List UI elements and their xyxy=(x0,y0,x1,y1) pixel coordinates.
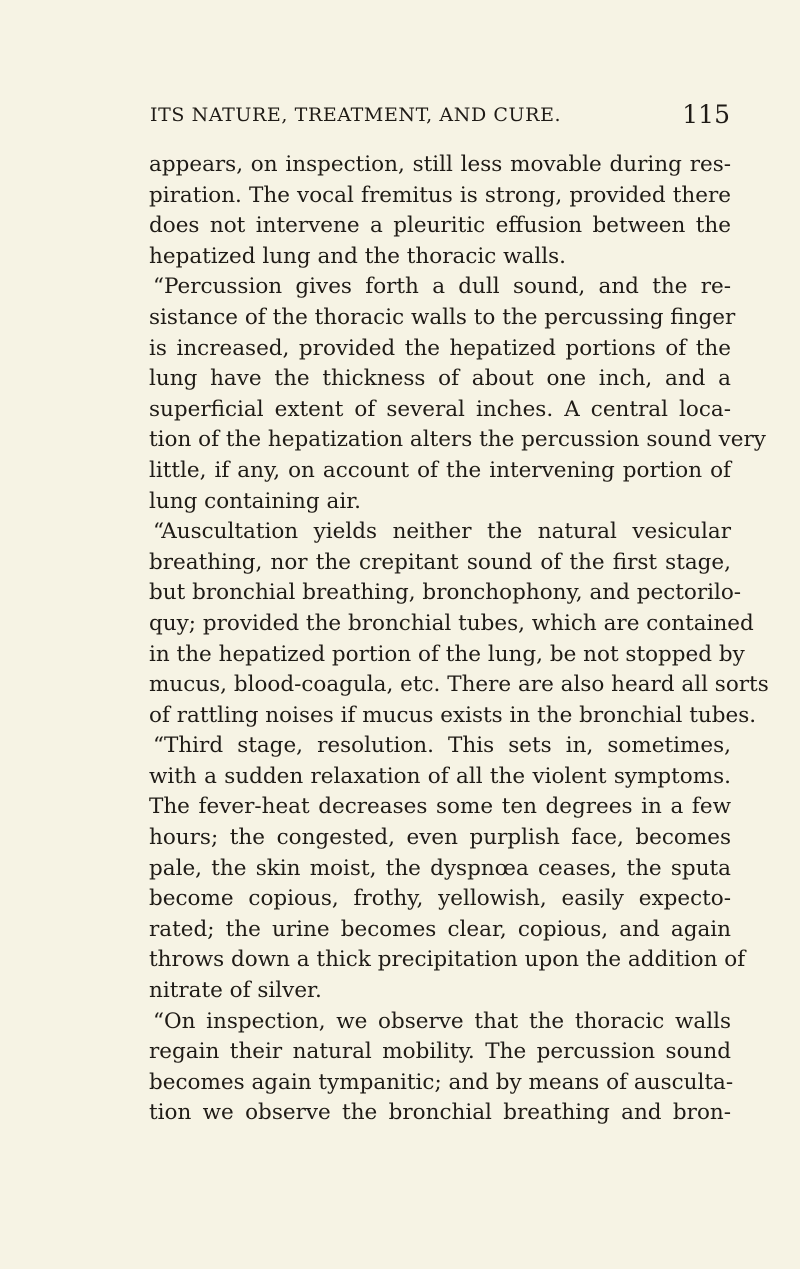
text-line: pale, the skin moist, the dyspnœa ceases, the sputa xyxy=(149,855,731,881)
text-line: lung containing air. xyxy=(149,488,361,514)
text-line: breathing, nor the crepitant sound of the first stage, xyxy=(149,549,731,575)
text-line: “Auscultation yields neither the natural vesicular xyxy=(153,519,731,545)
text-line: superficial extent of several inches. A central loca- xyxy=(149,396,731,422)
body-text xyxy=(149,150,769,1129)
text-line: with a sudden relaxation of all the violent symptoms. xyxy=(149,763,731,789)
page-header xyxy=(150,100,730,136)
text-line: is increased, provided the hepatized portions of the xyxy=(149,335,731,361)
text-line: becomes again tympanitic; and by means of ausculta- xyxy=(149,1069,734,1095)
text-line: throws down a thick precipitation upon the addition of xyxy=(149,947,746,973)
text-line: in the hepatized portion of the lung, be not stopped by xyxy=(149,641,745,667)
text-line: little, if any, on account of the intervening portion of xyxy=(149,457,731,483)
text-line: The fever-heat decreases some ten degrees in a few xyxy=(149,794,731,820)
text-line: mucus, blood-coagula, etc. There are also heard all sorts xyxy=(149,672,769,698)
text-line: regain their natural mobility. The percussion sound xyxy=(149,1039,731,1065)
page-number: 115 xyxy=(682,100,730,129)
text-line: “Percussion gives forth a dull sound, and the re- xyxy=(153,274,731,300)
text-line: but bronchial breathing, bronchophony, and pectorilo- xyxy=(149,580,742,606)
text-line: “Third stage, resolution. This sets in, sometimes, xyxy=(153,733,731,759)
text-line: lung have the thickness of about one inch, and a xyxy=(149,366,731,392)
text-line: appears, on inspection, still less movable during res- xyxy=(149,152,731,177)
text-line: hepatized lung and the thoracic walls. xyxy=(149,243,566,269)
text-line: become copious, frothy, yellowish, easily expecto- xyxy=(149,886,731,912)
text-line: hours; the congested, even purplish face, becomes xyxy=(149,825,731,851)
text-line: rated; the urine becomes clear, copious, and again xyxy=(149,916,731,942)
text-line: piration. The vocal fremitus is strong, provided there xyxy=(149,182,731,208)
text-line: of rattling noises if mucus exists in the bronchial tubes. xyxy=(149,702,757,728)
text-line: quy; provided the bronchial tubes, which are contained xyxy=(149,610,754,636)
text-line: nitrate of silver. xyxy=(149,978,322,1004)
text-line: sistance of the thoracic walls to the percussing finger xyxy=(149,304,736,330)
running-head: ITS NATURE, TREATMENT, AND CURE. xyxy=(150,104,562,126)
text-line: does not intervene a pleuritic effusion between the xyxy=(149,213,731,239)
text-line: tion of the hepatization alters the percussion sound very xyxy=(149,427,766,453)
text-line: tion we observe the bronchial breathing and bron- xyxy=(149,1100,731,1126)
text-line: “On inspection, we observe that the thoracic walls xyxy=(153,1008,731,1034)
